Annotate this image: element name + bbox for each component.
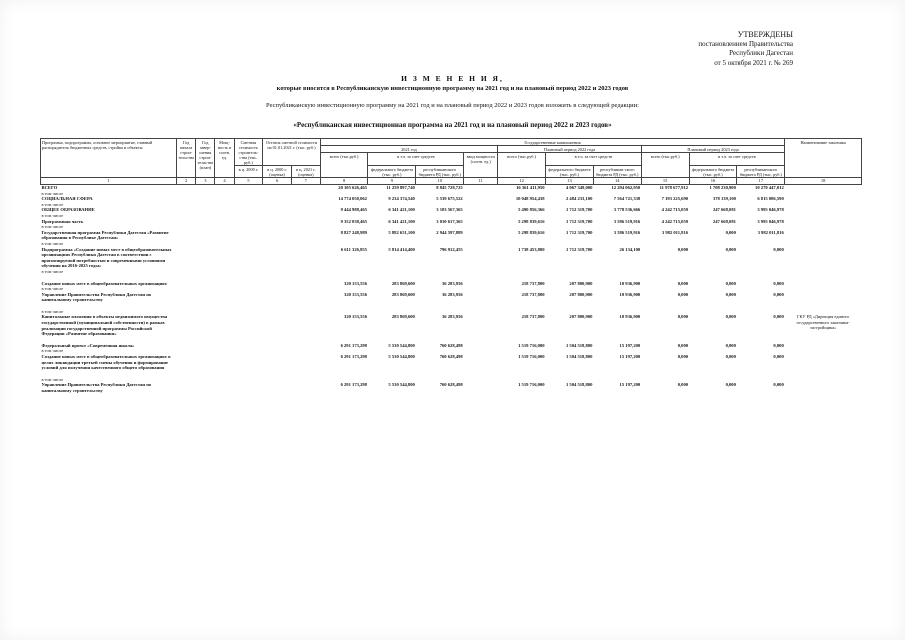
col-header-start-year: Год начала строи-тельства	[177, 139, 196, 178]
table-row	[41, 292, 862, 303]
value-cell: 0,000	[725, 342, 736, 348]
empty-cell	[263, 292, 292, 303]
value-cell: 1 712 319,700	[565, 207, 593, 213]
client-cell	[785, 354, 862, 371]
investment-table	[40, 138, 862, 394]
value-cell: 7 193 225,690	[661, 196, 689, 202]
subheading-label: в том числе	[41, 348, 64, 354]
value-cell: 20 105 626,465	[338, 185, 367, 190]
value-cell: 6 611 326,855	[340, 246, 367, 252]
value-cell: 5 530 544,800	[388, 342, 415, 348]
table-body	[41, 185, 862, 394]
empty-cell	[263, 230, 292, 241]
col-header-cost-2000: в ц. 2000 г.	[234, 166, 263, 178]
empty-cell	[234, 314, 263, 336]
value-cell: 0,000	[773, 342, 784, 348]
column-number: 6	[263, 178, 292, 185]
col-header-name: Программа, подпрограмма, основное мероприятие, главный распорядитель бюджетных средств, стройка и объекты	[41, 139, 177, 178]
col-header-2023-total: всего (тыс.руб.)	[641, 153, 689, 178]
value-cell: 0,000	[677, 342, 689, 348]
column-number-row	[41, 178, 862, 185]
value-cell: 6 815 086,590	[757, 196, 784, 202]
value-cell: 2 944 597,889	[436, 229, 463, 235]
value-cell: 207 800,900	[569, 314, 593, 320]
value-cell: 0,000	[677, 246, 689, 252]
value-cell: 3 995 046,978	[757, 218, 784, 224]
value-cell	[464, 292, 498, 303]
empty-cell	[291, 354, 320, 371]
value-cell: 1 519 716,000	[518, 342, 545, 348]
value-cell: 0,000	[725, 291, 736, 297]
col-header-client: Наименование заказчика	[785, 139, 862, 178]
subheading-label: в том числе	[41, 376, 64, 382]
value-cell: 5 882 651,100	[388, 229, 415, 235]
value-cell: 10 936,900	[619, 280, 641, 286]
value-cell: 6 291 173,298	[340, 342, 367, 348]
value-cell: 0,000	[773, 291, 784, 297]
value-cell: 207 800,900	[569, 280, 593, 286]
col-header-2021-total: всего (тыс.руб.)	[320, 153, 368, 178]
value-cell: 218 737,800	[521, 291, 545, 297]
row-name: Управление Правительства Республики Дагестан по капитальному строительству	[41, 382, 152, 393]
column-number: 12	[498, 178, 546, 185]
subheading-label: в том числе	[41, 190, 64, 196]
empty-cell	[215, 292, 234, 303]
col-header-2023-incl: в т.ч. за счет средств	[689, 153, 785, 166]
program-title: «Республиканская инвестиционная программа на 2021 год и на плановый период 2022 и 2023 годов»	[293, 121, 612, 129]
subheading-label: в том числе	[41, 240, 64, 246]
column-number: 1	[41, 178, 177, 185]
value-cell: 5 298 839,616	[518, 218, 545, 224]
row-name: Подпрограмма «Создание новых мест в общеобразовательных организациях Республики Дагестан в соответствии с прогнозируемой потребностью и современными условиями обучения на 2016-2025 годы»	[41, 246, 172, 269]
value-cell	[464, 382, 498, 393]
client-cell	[785, 247, 862, 269]
value-cell: 320 153,556	[344, 291, 367, 297]
subheading-label: в том числе	[41, 286, 64, 292]
value-cell: 15 197,200	[619, 382, 641, 388]
empty-cell	[196, 230, 215, 241]
value-cell: 11 259 897,740	[386, 185, 415, 190]
value-cell: 4 242 715,059	[661, 207, 689, 213]
value-cell: 36 283,956	[442, 314, 463, 320]
column-number: 3	[196, 178, 215, 185]
approval-stamp	[698, 30, 793, 68]
subheading-label: в том числе	[41, 308, 64, 314]
value-cell: 9 352 038,465	[340, 218, 367, 224]
column-number: 7	[291, 178, 320, 185]
column-number: 10	[416, 178, 464, 185]
empty-cell	[177, 292, 196, 303]
column-number: 4	[215, 178, 234, 185]
subheading-label: в том числе	[41, 268, 64, 274]
value-cell: 4 067 349,000	[565, 185, 593, 190]
value-cell: 16 361 411,950	[516, 185, 545, 190]
value-cell: 5 539 675,522	[436, 196, 463, 202]
client-cell	[785, 382, 862, 393]
value-cell: 1 519 716,000	[518, 354, 545, 360]
value-cell: 10 936,900	[619, 291, 641, 297]
subheading-label: в том числе	[41, 212, 64, 218]
column-number: 8	[320, 178, 368, 185]
value-cell: 1 708 230,900	[709, 185, 736, 190]
value-cell: 9 444 988,465	[340, 207, 367, 213]
empty-cell	[215, 247, 234, 269]
column-number: 5	[234, 178, 263, 185]
value-cell: 3 982 011,816	[757, 229, 784, 235]
value-cell: 1 712 319,700	[565, 246, 593, 252]
value-cell: 0,000	[773, 280, 784, 286]
col-header-2021: 2021 год	[320, 146, 498, 153]
empty-cell	[263, 247, 292, 269]
value-cell: 6 291 173,298	[340, 382, 367, 388]
value-cell: 247 668,081	[712, 207, 736, 213]
table-row	[41, 382, 862, 393]
value-cell	[464, 314, 498, 336]
value-cell: 320 153,556	[344, 280, 367, 286]
value-cell: 6 341 421,100	[388, 218, 415, 224]
row-name: Программная часть	[41, 218, 84, 224]
value-cell: 5 490 856,366	[518, 207, 545, 213]
value-cell: 0,000	[773, 246, 784, 252]
value-cell: 3 586 519,916	[613, 229, 641, 235]
subheading-label: в том числе	[41, 201, 64, 207]
value-cell	[464, 247, 498, 269]
row-name: Капитальные вложения в объекты недвижимого имущества государственной (муниципальной собственности) в рамках реализации государственной программы Российской Федерации «Развитие образования»	[41, 314, 168, 337]
value-cell: 15 197,200	[619, 354, 641, 360]
value-cell: 320 153,556	[344, 314, 367, 320]
value-cell: 1 504 518,800	[565, 382, 593, 388]
value-cell: 1 519 716,000	[518, 382, 545, 388]
value-cell: 15 197,200	[619, 342, 641, 348]
empty-cell	[234, 230, 263, 241]
column-number: 17	[737, 178, 785, 185]
empty-cell	[215, 354, 234, 371]
column-number: 13	[546, 178, 594, 185]
column-number: 18	[785, 178, 862, 185]
empty-cell	[291, 382, 320, 393]
empty-cell	[263, 314, 292, 336]
value-cell: 10 936,900	[619, 314, 641, 320]
empty-cell	[215, 382, 234, 393]
row-name: Федеральный проект «Современная школа»	[41, 342, 135, 348]
column-number: 16	[689, 178, 737, 185]
table-header	[41, 139, 862, 185]
value-cell: 218 737,800	[521, 280, 545, 286]
document-title: И З М Е Н Е Н И Я,	[401, 74, 504, 83]
value-cell	[464, 230, 498, 241]
document-subtitle: которые вносятся в Республиканскую инвестиционную программу на 2021 год и на плановый период 2022 и 2023 годов	[276, 85, 629, 92]
value-cell: 0,000	[677, 291, 689, 297]
value-cell: 5 298 839,616	[518, 229, 545, 235]
value-cell: 26 134,100	[619, 246, 641, 252]
empty-cell	[291, 314, 320, 336]
value-cell: 3 778 536,666	[613, 207, 641, 213]
value-cell: 0,000	[773, 354, 784, 360]
value-cell: 0,000	[725, 280, 736, 286]
col-header-2021-fed: федерального бюджета (тыс. руб.)	[368, 166, 416, 178]
value-cell: 283 869,600	[391, 314, 415, 320]
empty-cell	[234, 354, 263, 371]
col-header-end-year: Год завер-шения строи-тельства (план)	[196, 139, 215, 178]
value-cell: 8 845 728,725	[436, 185, 463, 190]
column-number: 15	[641, 178, 689, 185]
subheading-label: в том числе	[41, 224, 64, 230]
approval-line-4: от 5 октября 2021 г. № 269	[714, 58, 793, 67]
empty-cell	[263, 382, 292, 393]
col-header-gov-investment: Государственные капвложения	[320, 139, 785, 146]
col-header-capacity-input: ввод мощности (соотв. ед.)	[464, 153, 498, 178]
value-cell: 0,000	[677, 280, 689, 286]
value-cell: 11 978 677,912	[659, 185, 689, 190]
empty-cell	[234, 247, 263, 269]
value-cell: 4 242 715,059	[661, 218, 689, 224]
col-header-2022-total: всего (тыс.руб.)	[498, 153, 546, 178]
value-cell: 1 712 319,700	[565, 218, 593, 224]
empty-cell	[196, 314, 215, 336]
col-header-remaining-2021: в ц. 2021 г. (оценка)	[291, 166, 320, 178]
column-number: 2	[177, 178, 196, 185]
row-name: Государственная программа Республики Дагестан «Развитие образования в Республике Дагестан»	[41, 229, 169, 241]
value-cell: 2 484 233,100	[565, 196, 593, 202]
col-header-2023-rep: республиканского бюджета РД (тыс. руб.)	[737, 166, 785, 178]
value-cell: 14 774 050,062	[338, 196, 367, 202]
value-cell: 12 294 062,950	[611, 185, 641, 190]
value-cell: 5 530 544,800	[388, 382, 415, 388]
row-name: Создание новых мест в общеобразовательных организациях	[41, 280, 167, 286]
col-header-2021-incl: в т.ч. за счет средств	[368, 153, 464, 166]
value-cell: 7 564 721,338	[613, 196, 641, 202]
value-cell	[464, 354, 498, 371]
row-name: ОБЩЕЕ ОБРАЗОВАНИЕ	[41, 207, 95, 213]
table-row	[41, 354, 862, 371]
value-cell: 8 827 248,989	[340, 229, 367, 235]
value-cell: 6 291 173,298	[340, 354, 367, 360]
empty-cell	[234, 292, 263, 303]
column-number: 14	[593, 178, 641, 185]
value-cell: 247 668,081	[712, 218, 736, 224]
row-name: Создание новых мест в общеобразовательных организациях в целях ликвидации третьей смены обучения и формирование условий для получения качественного общего образования	[41, 354, 171, 371]
client-cell	[785, 292, 862, 303]
row-name: ВСЕГО	[41, 185, 58, 190]
value-cell: 796 912,455	[439, 246, 463, 252]
value-cell: 1 504 518,800	[565, 342, 593, 348]
value-cell: 3 982 011,816	[661, 229, 689, 235]
empty-cell	[177, 230, 196, 241]
empty-cell	[215, 230, 234, 241]
table-row	[41, 247, 862, 269]
value-cell: 760 628,498	[439, 382, 463, 388]
empty-cell	[196, 354, 215, 371]
value-cell: 760 628,498	[439, 342, 463, 348]
table-row	[41, 230, 862, 241]
approval-line-1: УТВЕРЖДЕНЫ	[737, 30, 793, 39]
value-cell: 760 628,498	[439, 354, 463, 360]
col-header-2022-rep: республикан-ского бюджета РД (тыс. руб.)	[593, 166, 641, 178]
value-cell: 5 530 544,800	[388, 354, 415, 360]
value-cell: 36 283,956	[442, 291, 463, 297]
empty-cell	[177, 354, 196, 371]
value-cell: 283 869,600	[391, 280, 415, 286]
empty-cell	[234, 382, 263, 393]
col-header-2023-fed: федерального бюджета (тыс. руб.)	[689, 166, 737, 178]
approval-line-2: постановлением Правительства	[698, 39, 793, 48]
empty-cell	[196, 292, 215, 303]
value-cell: 9 234 374,540	[388, 196, 415, 202]
col-header-2022-fed: федерального бюджета (тыс. руб.)	[546, 166, 594, 178]
empty-cell	[177, 247, 196, 269]
col-header-estimated-cost: Сметная стоимость строитель-ства (тыс. руб.)	[234, 139, 263, 166]
value-cell: 5 814 414,400	[388, 246, 415, 252]
value-cell: 207 800,900	[569, 291, 593, 297]
row-name: СОЦИАЛЬНАЯ СФЕРА	[41, 196, 93, 202]
client-cell: ГКУ РД «Дирекция единого государственного заказчика-застройщика»	[796, 314, 850, 331]
value-cell: 6 341 421,100	[388, 207, 415, 213]
col-header-2022-incl: в т.ч. за счет средств	[546, 153, 642, 166]
value-cell: 0,000	[773, 314, 784, 320]
empty-cell	[196, 382, 215, 393]
value-cell: 3 103 567,365	[436, 207, 463, 213]
empty-cell	[177, 382, 196, 393]
value-cell: 0,000	[725, 382, 736, 388]
col-header-2023: Плановый период 2023 года	[641, 146, 785, 153]
value-cell: 3 586 519,916	[613, 218, 641, 224]
col-header-2022: Плановый период 2022 года	[498, 146, 642, 153]
value-cell: 218 737,800	[521, 314, 545, 320]
value-cell: 1 738 453,800	[518, 246, 545, 252]
empty-cell	[291, 292, 320, 303]
approval-line-3: Республики Дагестан	[729, 49, 793, 57]
client-cell	[785, 230, 862, 241]
column-number: 11	[464, 178, 498, 185]
value-cell: 1 712 319,700	[565, 229, 593, 235]
empty-cell	[263, 354, 292, 371]
value-cell: 0,000	[773, 382, 784, 388]
value-cell: 1 504 518,800	[565, 354, 593, 360]
row-name: Управление Правительства Республики Дагестан по капитальному строительству	[41, 291, 152, 303]
col-header-remaining-cost: Остаток сметной стоимости на 01.01.2021 г. (тыс. руб.)	[263, 139, 320, 166]
value-cell: 10 048 954,438	[515, 196, 545, 202]
col-header-2021-rep: республиканского бюджета РД (тыс. руб.)	[416, 166, 464, 178]
value-cell: 0,000	[677, 354, 689, 360]
value-cell: 10 270 447,012	[755, 185, 784, 190]
value-cell: 36 283,956	[442, 280, 463, 286]
value-cell: 0,000	[677, 314, 689, 320]
empty-cell	[291, 247, 320, 269]
column-number: 9	[368, 178, 416, 185]
empty-cell	[215, 314, 234, 336]
value-cell: 378 139,100	[712, 196, 736, 202]
intro-text: Республиканскую инвестиционную программу на 2021 год и на плановый период 2022 и 2023 годов изложить в следующей редакции:	[266, 102, 639, 109]
value-cell: 0,000	[725, 354, 736, 360]
empty-cell	[291, 230, 320, 241]
value-cell: 0,000	[725, 246, 736, 252]
empty-cell	[177, 314, 196, 336]
col-header-remaining-2000: в ц. 2000 г. (оценка)	[263, 166, 292, 178]
value-cell: 0,000	[725, 314, 736, 320]
col-header-capacity: Мощ-ность в соотв. ед.	[215, 139, 234, 178]
empty-cell	[196, 247, 215, 269]
value-cell: 0,000	[677, 382, 689, 388]
value-cell: 3 010 617,365	[436, 218, 463, 224]
value-cell: 0,000	[725, 229, 736, 235]
value-cell: 283 869,600	[391, 291, 415, 297]
value-cell: 3 995 046,978	[757, 207, 784, 213]
table-row	[41, 314, 862, 336]
